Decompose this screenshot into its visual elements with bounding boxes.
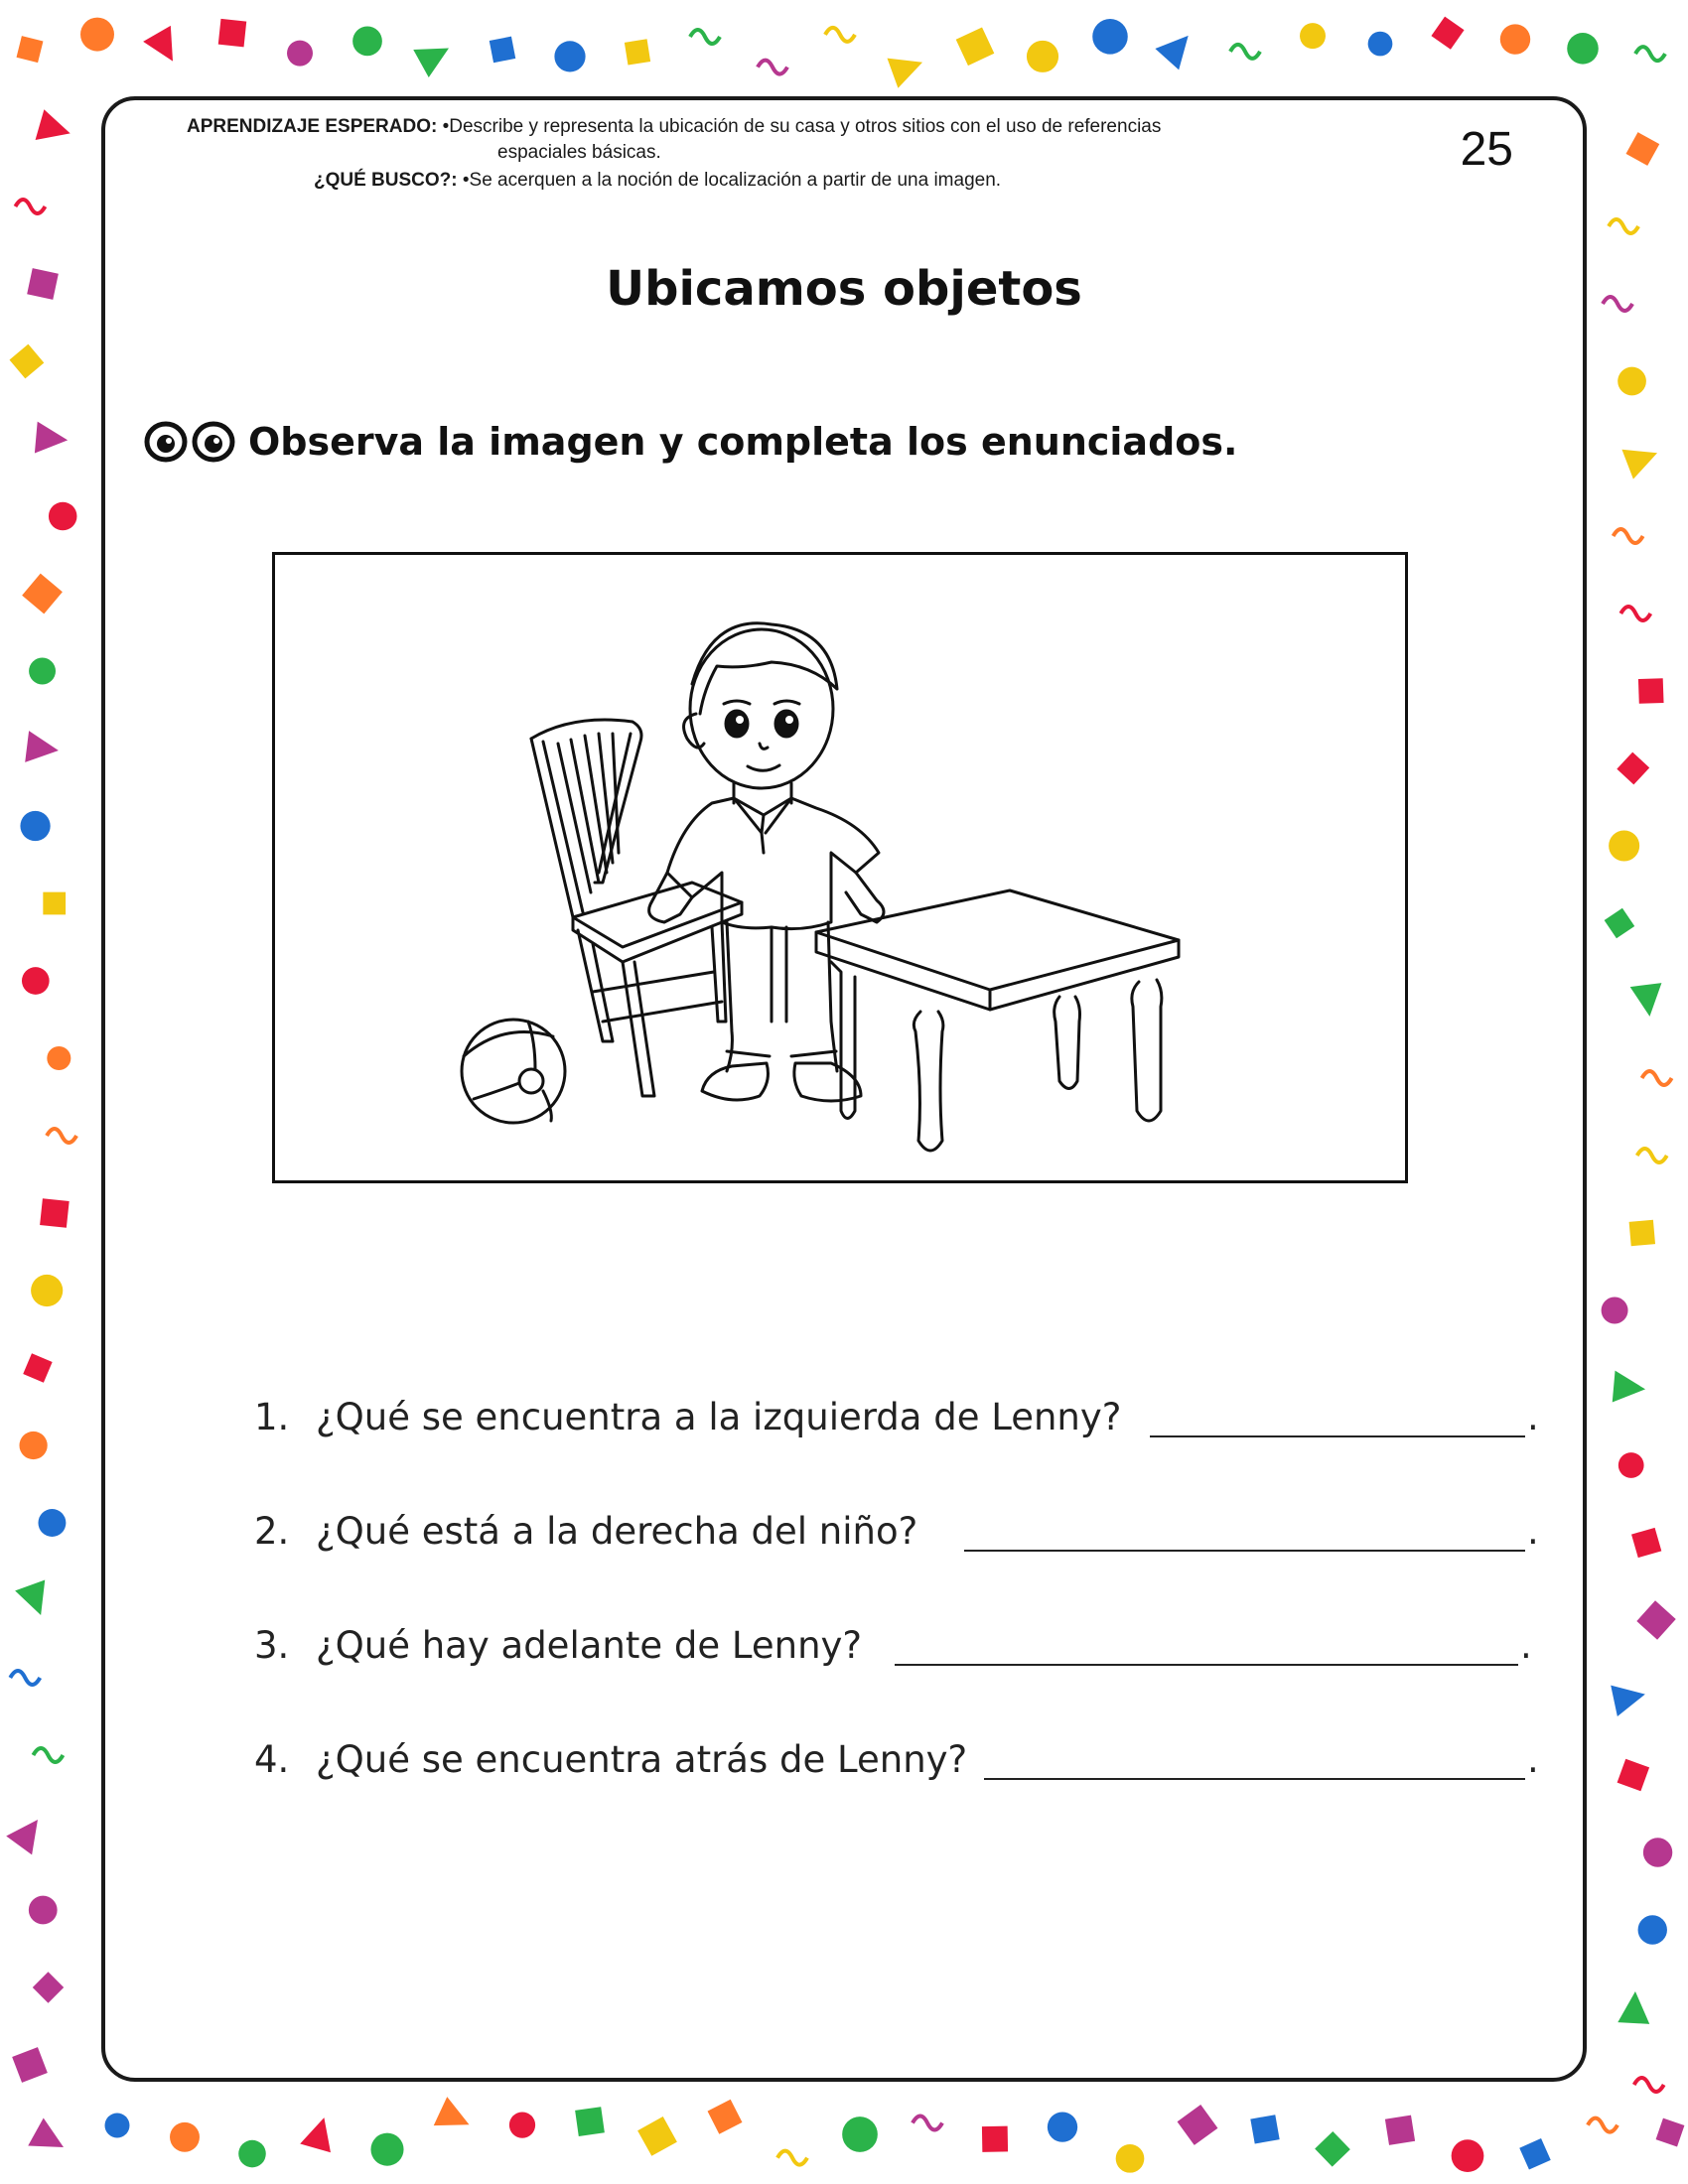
- confetti-piece: [575, 2107, 605, 2136]
- confetti-piece: [1519, 2138, 1550, 2169]
- confetti-piece: [33, 1748, 63, 1762]
- confetti-piece: [15, 200, 45, 213]
- confetti-piece: [38, 1509, 66, 1537]
- confetti-piece: [1635, 47, 1665, 61]
- confetti-piece: [1643, 1838, 1672, 1866]
- question-text: ¿Qué se encuentra atrás de Lenny?: [316, 1738, 968, 1781]
- confetti-piece: [1500, 24, 1530, 54]
- confetti-piece: [218, 19, 246, 47]
- ball-drawing: [462, 1020, 565, 1123]
- worksheet-frame: [101, 96, 1587, 2082]
- confetti-piece: [15, 1579, 56, 1620]
- question-end-period: .: [1527, 1738, 1539, 1781]
- confetti-piece: [1300, 23, 1326, 49]
- confetti-piece: [1385, 2116, 1415, 2145]
- confetti-piece: [1611, 1679, 1648, 1716]
- confetti-piece: [47, 1046, 70, 1070]
- confetti-piece: [1603, 297, 1632, 311]
- confetti-piece: [1602, 1297, 1628, 1324]
- busco-text: •Se acerquen a la noción de localización a partir de una imagen.: [462, 170, 1002, 191]
- page-number: 25: [1460, 123, 1513, 176]
- confetti-piece: [31, 1275, 63, 1306]
- question-number: 4.: [254, 1738, 290, 1781]
- aprendizaje-text-cont: espaciales básicas.: [497, 142, 661, 163]
- confetti-piece: [352, 27, 382, 57]
- confetti-piece: [708, 2100, 743, 2134]
- confetti-piece: [625, 39, 650, 65]
- confetti-piece: [80, 18, 114, 52]
- confetti-piece: [1618, 1990, 1651, 2024]
- confetti-piece: [982, 2126, 1008, 2152]
- confetti-piece: [370, 2133, 403, 2166]
- confetti-piece: [10, 344, 45, 379]
- confetti-piece: [413, 35, 457, 78]
- confetti-piece: [1637, 1149, 1667, 1162]
- confetti-piece: [1588, 2118, 1618, 2132]
- confetti-piece: [22, 574, 63, 614]
- confetti-piece: [1618, 1759, 1649, 1791]
- page-title: Ubicamos objetos: [606, 261, 1082, 317]
- confetti-piece: [170, 2122, 200, 2152]
- question-number: 2.: [254, 1510, 290, 1553]
- question-3: [254, 1624, 1545, 1738]
- confetti-piece: [1638, 678, 1664, 704]
- question-end-period: .: [1527, 1396, 1539, 1438]
- confetti-piece: [12, 2047, 48, 2083]
- instruction: [143, 420, 1237, 464]
- busco-label: ¿QUÉ BUSCO?:: [314, 170, 458, 191]
- confetti-piece: [10, 1671, 40, 1685]
- confetti-piece: [1621, 438, 1662, 478]
- confetti-piece: [1656, 2118, 1685, 2147]
- confetti-piece: [40, 1198, 70, 1228]
- confetti-piece: [1638, 1915, 1667, 1944]
- confetti-piece: [1626, 132, 1660, 166]
- confetti-piece: [143, 26, 187, 69]
- question-text: ¿Qué está a la derecha del niño?: [316, 1510, 918, 1553]
- confetti-piece: [1620, 607, 1650, 620]
- confetti-piece: [1642, 1071, 1672, 1085]
- confetti-piece: [1567, 33, 1599, 65]
- question-text: ¿Qué hay adelante de Lenny?: [316, 1624, 863, 1667]
- chair-drawing: [531, 720, 742, 1096]
- confetti-piece: [287, 41, 313, 67]
- confetti-piece: [20, 811, 50, 841]
- answer-blank[interactable]: [964, 1550, 1525, 1552]
- confetti-piece: [825, 28, 855, 42]
- question-end-period: .: [1527, 1510, 1539, 1553]
- table-drawing: [816, 890, 1179, 1151]
- confetti-piece: [1617, 752, 1649, 785]
- confetti-piece: [842, 2116, 878, 2152]
- confetti-piece: [22, 967, 50, 995]
- confetti-piece: [1315, 2131, 1350, 2167]
- confetti-piece: [913, 2116, 942, 2130]
- confetti-piece: [1092, 19, 1128, 55]
- confetti-piece: [1230, 45, 1260, 59]
- confetti-piece: [29, 658, 56, 685]
- confetti-piece: [1368, 32, 1393, 57]
- confetti-piece: [17, 36, 44, 63]
- answer-blank[interactable]: [984, 1778, 1525, 1780]
- confetti-piece: [554, 41, 585, 71]
- scene-illustration: [272, 552, 1408, 1183]
- question-1: [254, 1396, 1545, 1510]
- confetti-piece: [49, 502, 77, 531]
- confetti-piece: [19, 1432, 47, 1459]
- confetti-piece: [23, 1353, 52, 1382]
- scene-drawing: [275, 555, 1405, 1180]
- confetti-piece: [1613, 1371, 1647, 1406]
- confetti-piece: [434, 2097, 477, 2139]
- confetti-piece: [28, 2117, 71, 2161]
- confetti-piece: [29, 1896, 58, 1925]
- confetti-piece: [1155, 25, 1199, 69]
- aprendizaje-text: •Describe y representa la ubicación de su casa y otros sitios con el uso de referencias: [442, 116, 1162, 137]
- confetti-piece: [1629, 1220, 1655, 1246]
- confetti-piece: [1048, 2112, 1077, 2141]
- confetti-piece: [956, 27, 995, 66]
- confetti-piece: [777, 2151, 807, 2165]
- confetti-piece: [690, 30, 720, 44]
- confetti-piece: [6, 1811, 51, 1855]
- header-aprendizaje: [187, 116, 1161, 138]
- confetti-piece: [105, 2113, 130, 2137]
- confetti-piece: [1609, 830, 1639, 861]
- confetti-piece: [490, 37, 516, 64]
- confetti-piece: [25, 731, 61, 766]
- answer-blank[interactable]: [895, 1664, 1518, 1666]
- confetti-piece: [1618, 367, 1646, 396]
- confetti-piece: [1027, 41, 1058, 72]
- confetti-piece: [1636, 1600, 1675, 1639]
- question-number: 1.: [254, 1396, 290, 1438]
- confetti-piece: [1250, 2115, 1279, 2143]
- boy-drawing: [649, 623, 884, 1101]
- confetti-piece: [509, 2112, 535, 2137]
- confetti-piece: [47, 1129, 76, 1143]
- confetti-piece: [238, 2140, 266, 2168]
- confetti-piece: [1631, 1528, 1661, 1558]
- confetti-piece: [1178, 2105, 1218, 2145]
- confetti-piece: [637, 2116, 677, 2156]
- question-text: ¿Qué se encuentra a la izquierda de Lenny?: [316, 1396, 1122, 1438]
- confetti-piece: [33, 1972, 64, 2002]
- header-busco: [314, 170, 1001, 192]
- aprendizaje-label: APRENDIZAJE ESPERADO:: [187, 116, 438, 137]
- confetti-piece: [1630, 983, 1666, 1019]
- confetti-piece: [300, 2114, 340, 2153]
- confetti-piece: [1634, 2078, 1664, 2092]
- confetti-piece: [887, 48, 927, 88]
- confetti-piece: [35, 422, 70, 457]
- answer-blank[interactable]: [1150, 1435, 1525, 1437]
- confetti-piece: [1116, 2144, 1145, 2173]
- confetti-piece: [27, 268, 59, 300]
- confetti-piece: [1614, 529, 1643, 543]
- questions-list: [254, 1396, 1545, 1852]
- question-2: [254, 1510, 1545, 1624]
- confetti-piece: [758, 61, 787, 74]
- confetti-piece: [1618, 1452, 1644, 1478]
- question-4: [254, 1738, 1545, 1852]
- confetti-piece: [1605, 908, 1635, 939]
- confetti-piece: [1609, 219, 1638, 233]
- confetti-piece: [1452, 2139, 1484, 2172]
- question-end-period: .: [1520, 1624, 1532, 1667]
- confetti-piece: [43, 892, 66, 915]
- header-aprendizaje-cont: [497, 142, 661, 164]
- confetti-piece: [36, 109, 75, 149]
- confetti-piece: [1431, 17, 1464, 50]
- question-number: 3.: [254, 1624, 290, 1667]
- eyes-icon: [143, 420, 238, 464]
- instruction-text: Observa la imagen y completa los enunciados.: [248, 420, 1238, 464]
